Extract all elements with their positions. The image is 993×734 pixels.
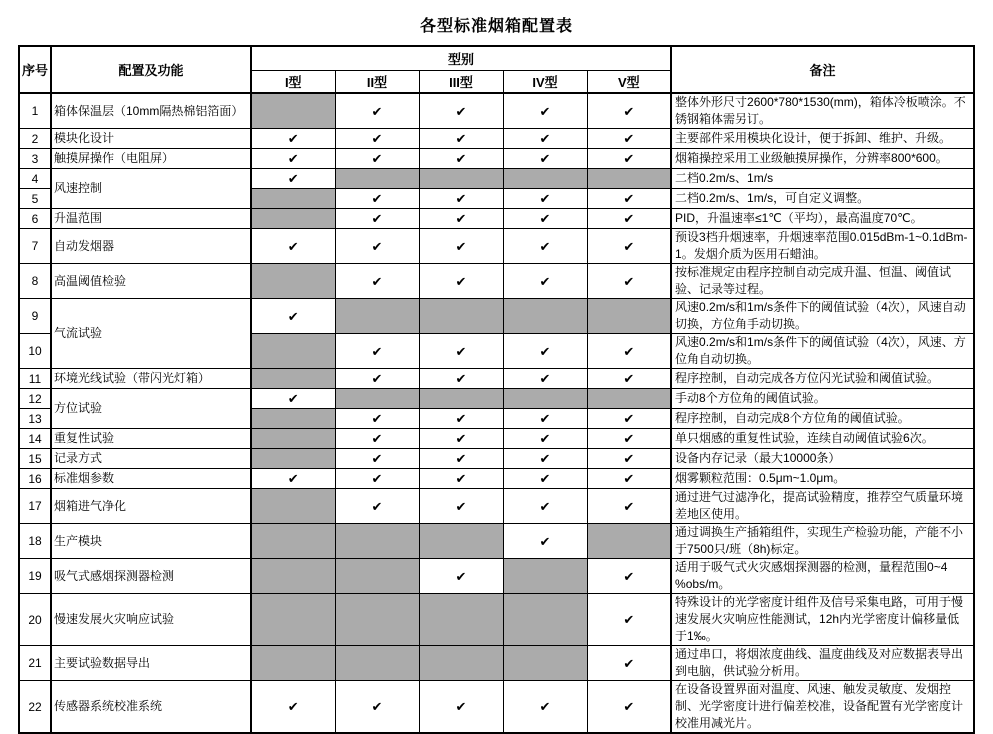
- remark-text: 程序控制，自动完成各方位闪光试验和阈值试验。: [671, 369, 974, 389]
- check-mark-icon: ✔: [251, 229, 335, 264]
- table-row: [19, 489, 974, 524]
- table-row: [19, 93, 974, 129]
- header-feature: 配置及功能: [51, 46, 251, 93]
- not-available-cell: [503, 559, 587, 594]
- check-mark-icon: ✔: [503, 449, 587, 469]
- check-mark-icon: ✔: [251, 129, 335, 149]
- row-number: 9: [19, 299, 51, 334]
- check-mark-icon: ✔: [587, 264, 671, 299]
- not-available-cell: [251, 409, 335, 429]
- table-row: [19, 264, 974, 299]
- check-mark-icon: ✔: [335, 409, 419, 429]
- not-available-cell: [335, 299, 419, 334]
- check-mark-icon: ✔: [503, 524, 587, 559]
- row-number: 5: [19, 189, 51, 209]
- check-mark-icon: ✔: [503, 369, 587, 389]
- check-mark-icon: ✔: [587, 369, 671, 389]
- feature-label: 吸气式感烟探测器检测: [51, 559, 251, 594]
- check-mark-icon: ✔: [587, 594, 671, 646]
- remark-text: 手动8个方位角的阈值试验。: [671, 389, 974, 409]
- check-mark-icon: ✔: [503, 334, 587, 369]
- feature-label: 标准烟参数: [51, 469, 251, 489]
- check-mark-icon: ✔: [335, 429, 419, 449]
- check-mark-icon: ✔: [419, 409, 503, 429]
- feature-label: 模块化设计: [51, 129, 251, 149]
- feature-label: 主要试验数据导出: [51, 646, 251, 681]
- not-available-cell: [335, 559, 419, 594]
- check-mark-icon: ✔: [587, 93, 671, 129]
- not-available-cell: [251, 209, 335, 229]
- row-number: 12: [19, 389, 51, 409]
- row-number: 18: [19, 524, 51, 559]
- not-available-cell: [251, 559, 335, 594]
- check-mark-icon: ✔: [335, 334, 419, 369]
- check-mark-icon: ✔: [335, 264, 419, 299]
- check-mark-icon: ✔: [335, 469, 419, 489]
- row-number: 15: [19, 449, 51, 469]
- remark-text: 二档0.2m/s、1m/s: [671, 169, 974, 189]
- not-available-cell: [335, 169, 419, 189]
- page-title: 各型标准烟箱配置表: [419, 18, 573, 35]
- not-available-cell: [251, 93, 335, 129]
- not-available-cell: [251, 449, 335, 469]
- remark-text: 按标准规定由程序控制自动完成升温、恒温、阈值试验、记录等过程。: [671, 264, 974, 299]
- remark-text: 通过调换生产插箱组件，实现生产检验功能，产能不小于7500只/班（8h)标定。: [671, 524, 974, 559]
- remark-text: 风速0.2m/s和1m/s条件下的阈值试验（4次），风速自动切换，方位角手动切换。: [671, 299, 974, 334]
- table-row: [19, 429, 974, 449]
- check-mark-icon: ✔: [419, 429, 503, 449]
- check-mark-icon: ✔: [503, 229, 587, 264]
- feature-label: 记录方式: [51, 449, 251, 469]
- check-mark-icon: ✔: [335, 129, 419, 149]
- header-index: 序号: [19, 46, 51, 93]
- remark-text: 设备内存记录（最大10000条）: [671, 449, 974, 469]
- table-row: [19, 229, 974, 264]
- table-row: [19, 469, 974, 489]
- header-type-1: I型: [251, 71, 335, 94]
- remark-text: 通过串口，将烟浓度曲线、温度曲线及对应数据表导出到电脑，供试验分析用。: [671, 646, 974, 681]
- check-mark-icon: ✔: [587, 449, 671, 469]
- feature-label: 高温阈值检验: [51, 264, 251, 299]
- remark-text: 特殊设计的光学密度计组件及信号采集电路，可用于慢速发展火灾响应性能测试，12h内光学密度计偏移量低于1‰。: [671, 594, 974, 646]
- check-mark-icon: ✔: [335, 449, 419, 469]
- check-mark-icon: ✔: [419, 149, 503, 169]
- remark-text: 适用于吸气式火灾感烟探测器的检测，量程范围0~4 %obs/m。: [671, 559, 974, 594]
- check-mark-icon: ✔: [587, 646, 671, 681]
- row-number: 19: [19, 559, 51, 594]
- check-mark-icon: ✔: [419, 189, 503, 209]
- feature-label: 生产模块: [51, 524, 251, 559]
- feature-label: 慢速发展火灾响应试验: [51, 594, 251, 646]
- check-mark-icon: ✔: [419, 369, 503, 389]
- remark-text: 在设备设置界面对温度、风速、触发灵敏度、发烟控制、光学密度计进行偏差校准，设备配置有光学密度计校准用减光片。: [671, 681, 974, 734]
- not-available-cell: [419, 646, 503, 681]
- header-type-5: V型: [587, 71, 671, 94]
- not-available-cell: [251, 334, 335, 369]
- check-mark-icon: ✔: [335, 189, 419, 209]
- check-mark-icon: ✔: [587, 469, 671, 489]
- row-number: 3: [19, 149, 51, 169]
- not-available-cell: [503, 299, 587, 334]
- row-number: 20: [19, 594, 51, 646]
- row-number: 22: [19, 681, 51, 734]
- check-mark-icon: ✔: [587, 229, 671, 264]
- check-mark-icon: ✔: [335, 369, 419, 389]
- remark-text: 主要部件采用模块化设计，便于拆卸、维护、升级。: [671, 129, 974, 149]
- check-mark-icon: ✔: [251, 299, 335, 334]
- row-number: 1: [19, 93, 51, 129]
- feature-label: 重复性试验: [51, 429, 251, 449]
- not-available-cell: [587, 389, 671, 409]
- feature-label: 风速控制: [51, 169, 251, 209]
- header-row-top: [19, 46, 974, 71]
- check-mark-icon: ✔: [419, 559, 503, 594]
- feature-label: 方位试验: [51, 389, 251, 429]
- not-available-cell: [587, 524, 671, 559]
- not-available-cell: [251, 189, 335, 209]
- feature-label: 烟箱进气净化: [51, 489, 251, 524]
- row-number: 10: [19, 334, 51, 369]
- check-mark-icon: ✔: [419, 93, 503, 129]
- check-mark-icon: ✔: [587, 489, 671, 524]
- not-available-cell: [419, 524, 503, 559]
- check-mark-icon: ✔: [587, 209, 671, 229]
- remark-text: 程序控制，自动完成8个方位角的阈值试验。: [671, 409, 974, 429]
- config-table: [18, 45, 975, 734]
- not-available-cell: [251, 264, 335, 299]
- check-mark-icon: ✔: [587, 149, 671, 169]
- check-mark-icon: ✔: [419, 469, 503, 489]
- remark-text: 整体外形尺寸2600*780*1530(mm)，箱体冷板喷涂。不锈钢箱体需另订。: [671, 93, 974, 129]
- table-row: [19, 389, 974, 409]
- check-mark-icon: ✔: [419, 229, 503, 264]
- check-mark-icon: ✔: [335, 209, 419, 229]
- remark-text: 预设3档升烟速率，升烟速率范围0.015dBm-1~0.1dBm-1。发烟介质为医用石蜡油。: [671, 229, 974, 264]
- feature-label: 箱体保温层（10mm隔热棉铝箔面）: [51, 93, 251, 129]
- row-number: 4: [19, 169, 51, 189]
- not-available-cell: [587, 299, 671, 334]
- check-mark-icon: ✔: [587, 429, 671, 449]
- check-mark-icon: ✔: [251, 469, 335, 489]
- not-available-cell: [251, 429, 335, 449]
- remark-text: 烟雾颗粒范围：0.5μm~1.0μm。: [671, 469, 974, 489]
- header-type-2: II型: [335, 71, 419, 94]
- check-mark-icon: ✔: [335, 93, 419, 129]
- table-row: [19, 646, 974, 681]
- not-available-cell: [587, 169, 671, 189]
- check-mark-icon: ✔: [419, 489, 503, 524]
- row-number: 6: [19, 209, 51, 229]
- table-row: [19, 559, 974, 594]
- check-mark-icon: ✔: [419, 334, 503, 369]
- check-mark-icon: ✔: [587, 129, 671, 149]
- row-number: 11: [19, 369, 51, 389]
- feature-label: 环境光线试验（带闪光灯箱）: [51, 369, 251, 389]
- not-available-cell: [503, 594, 587, 646]
- table-row: [19, 149, 974, 169]
- feature-label: 自动发烟器: [51, 229, 251, 264]
- not-available-cell: [251, 489, 335, 524]
- row-number: 7: [19, 229, 51, 264]
- remark-text: PID，升温速率≤1℃（平均），最高温度70℃。: [671, 209, 974, 229]
- check-mark-icon: ✔: [419, 449, 503, 469]
- check-mark-icon: ✔: [503, 429, 587, 449]
- check-mark-icon: ✔: [419, 129, 503, 149]
- check-mark-icon: ✔: [503, 149, 587, 169]
- feature-label: 升温范围: [51, 209, 251, 229]
- check-mark-icon: ✔: [587, 559, 671, 594]
- remark-text: 单只烟感的重复性试验，连续自动阈值试验6次。: [671, 429, 974, 449]
- table-row: [19, 129, 974, 149]
- check-mark-icon: ✔: [335, 229, 419, 264]
- not-available-cell: [419, 594, 503, 646]
- check-mark-icon: ✔: [503, 93, 587, 129]
- check-mark-icon: ✔: [503, 209, 587, 229]
- not-available-cell: [335, 646, 419, 681]
- row-number: 8: [19, 264, 51, 299]
- feature-label: 传感器系统校准系统: [51, 681, 251, 734]
- check-mark-icon: ✔: [503, 681, 587, 734]
- table-row: [19, 209, 974, 229]
- not-available-cell: [419, 299, 503, 334]
- remark-text: 通过进气过滤净化，提高试验精度，推荐空气质量环境差地区使用。: [671, 489, 974, 524]
- feature-label: 触摸屏操作（电阻屏）: [51, 149, 251, 169]
- not-available-cell: [251, 369, 335, 389]
- check-mark-icon: ✔: [587, 681, 671, 734]
- check-mark-icon: ✔: [503, 469, 587, 489]
- not-available-cell: [503, 389, 587, 409]
- not-available-cell: [251, 594, 335, 646]
- row-number: 2: [19, 129, 51, 149]
- feature-label: 气流试验: [51, 299, 251, 369]
- check-mark-icon: ✔: [587, 189, 671, 209]
- check-mark-icon: ✔: [335, 681, 419, 734]
- header-type-4: IV型: [503, 71, 587, 94]
- not-available-cell: [251, 524, 335, 559]
- header-type-3: III型: [419, 71, 503, 94]
- remark-text: 烟箱操控采用工业级触摸屏操作，分辨率800*600。: [671, 149, 974, 169]
- remark-text: 风速0.2m/s和1m/s条件下的阈值试验（4次），风速、方位角自动切换。: [671, 334, 974, 369]
- check-mark-icon: ✔: [419, 209, 503, 229]
- table-row: [19, 169, 974, 189]
- not-available-cell: [419, 389, 503, 409]
- header-type-group: 型别: [251, 46, 671, 71]
- not-available-cell: [335, 389, 419, 409]
- check-mark-icon: ✔: [251, 681, 335, 734]
- check-mark-icon: ✔: [503, 129, 587, 149]
- check-mark-icon: ✔: [587, 409, 671, 429]
- table-row: [19, 449, 974, 469]
- not-available-cell: [503, 646, 587, 681]
- not-available-cell: [335, 524, 419, 559]
- check-mark-icon: ✔: [503, 264, 587, 299]
- check-mark-icon: ✔: [251, 389, 335, 409]
- row-number: 16: [19, 469, 51, 489]
- row-number: 17: [19, 489, 51, 524]
- table-row: [19, 594, 974, 646]
- table-row: [19, 681, 974, 734]
- remark-text: 二档0.2m/s、1m/s，可自定义调整。: [671, 189, 974, 209]
- table-row: [19, 524, 974, 559]
- not-available-cell: [335, 594, 419, 646]
- check-mark-icon: ✔: [419, 264, 503, 299]
- row-number: 21: [19, 646, 51, 681]
- check-mark-icon: ✔: [503, 409, 587, 429]
- check-mark-icon: ✔: [335, 149, 419, 169]
- table-row: [19, 299, 974, 334]
- not-available-cell: [419, 169, 503, 189]
- check-mark-icon: ✔: [419, 681, 503, 734]
- check-mark-icon: ✔: [251, 169, 335, 189]
- check-mark-icon: ✔: [251, 149, 335, 169]
- row-number: 13: [19, 409, 51, 429]
- row-number: 14: [19, 429, 51, 449]
- not-available-cell: [251, 646, 335, 681]
- check-mark-icon: ✔: [335, 489, 419, 524]
- check-mark-icon: ✔: [503, 489, 587, 524]
- check-mark-icon: ✔: [587, 334, 671, 369]
- check-mark-icon: ✔: [503, 189, 587, 209]
- header-remark: 备注: [671, 46, 974, 93]
- table-row: [19, 369, 974, 389]
- not-available-cell: [503, 169, 587, 189]
- document-page: [0, 13, 993, 734]
